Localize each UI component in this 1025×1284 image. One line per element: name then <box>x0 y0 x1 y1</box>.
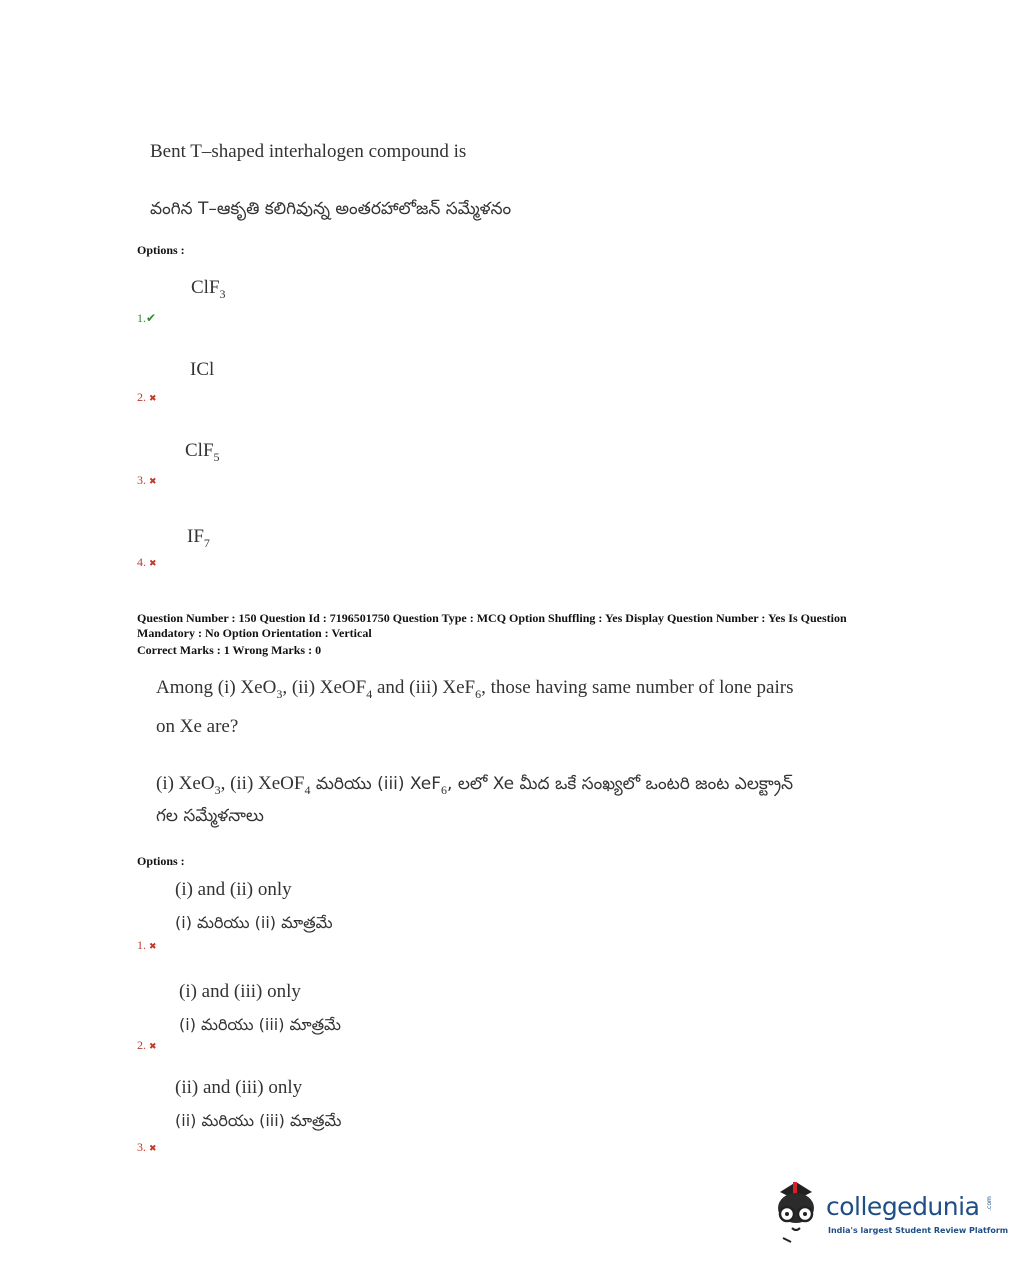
option-text-en: (i) and (ii) only <box>175 879 292 900</box>
option-text-te: (i) మరియు (iii) మాత్రమే <box>179 1015 341 1034</box>
option-text-en: (ii) and (iii) only <box>175 1077 303 1098</box>
question-text-en: Among (i) XeO$_3$, (ii) XeOF$_4$ and (iii) XeF$_6$, those having same number of lone pairs <box>156 677 794 701</box>
question-text-te: (i) XeO$_3$, (ii) XeOF$_4$ మరియు (iii) XeF$_6$, లలో Xe మీద ఒకే సంఖ్యలో ఒంటరి జంట ఎలక్ట్రాన్ <box>156 773 794 797</box>
option-text: ClF$_5$ <box>185 440 220 464</box>
option-text: ClF$_3$ <box>191 277 226 301</box>
option-marker: 3. ✖ <box>137 1140 157 1154</box>
option-marker: 4. ✖ <box>137 555 157 569</box>
cross-icon: ✖ <box>149 393 157 403</box>
question-text-te-line2: గల సమ్మేళనాలు <box>156 806 264 826</box>
cross-icon: ✖ <box>149 941 157 951</box>
option-text-te: (ii) మరియు (iii) మాత్రమే <box>175 1111 342 1130</box>
option-marker: 3. ✖ <box>137 473 157 487</box>
option-text-te: (i) మరియు (ii) మాత్రమే <box>175 913 333 932</box>
logo-wordmark: collegedunia <box>826 1192 980 1221</box>
cross-icon: ✖ <box>149 1041 157 1051</box>
option-marker: 1.✔ <box>137 311 157 325</box>
question-marks: Correct Marks : 1 Wrong Marks : 0 <box>137 643 322 657</box>
option-text: $IF_7$ <box>187 526 210 550</box>
collegedunia-logo <box>766 1178 1009 1248</box>
question-text-en: Bent T–shaped interhalogen compound is <box>150 141 467 162</box>
option-marker: 2. ✖ <box>137 390 157 404</box>
mascot-icon <box>766 1178 826 1246</box>
question-text-te: వంగిన T–ఆకృతి కలిగివున్న అంతరహాలోజన్ సమ్మేళనం <box>150 199 512 219</box>
question-meta: Question Number : 150 Question Id : 7196501750 Question Type : MCQ Option Shuffling : Yes Display Question Number : Yes Is Question Mandatory : No Option Orientation : Vertical <box>137 611 847 640</box>
cross-icon: ✖ <box>149 1143 157 1153</box>
logo-domain: .com <box>985 1196 993 1211</box>
cross-icon: ✖ <box>149 476 157 486</box>
check-icon: ✔ <box>146 311 157 325</box>
option-marker: 2. ✖ <box>137 1038 157 1052</box>
logo-tagline: India's largest Student Review Platform <box>828 1226 1009 1235</box>
cross-icon: ✖ <box>149 558 157 568</box>
option-text-en: (i) and (iii) only <box>179 981 301 1002</box>
option-marker: 1. ✖ <box>137 938 157 952</box>
options-label: Options : <box>137 854 185 868</box>
option-text: ICl <box>190 359 215 380</box>
options-label: Options : <box>137 243 185 257</box>
question-text-en-line2: on Xe are? <box>156 716 239 737</box>
